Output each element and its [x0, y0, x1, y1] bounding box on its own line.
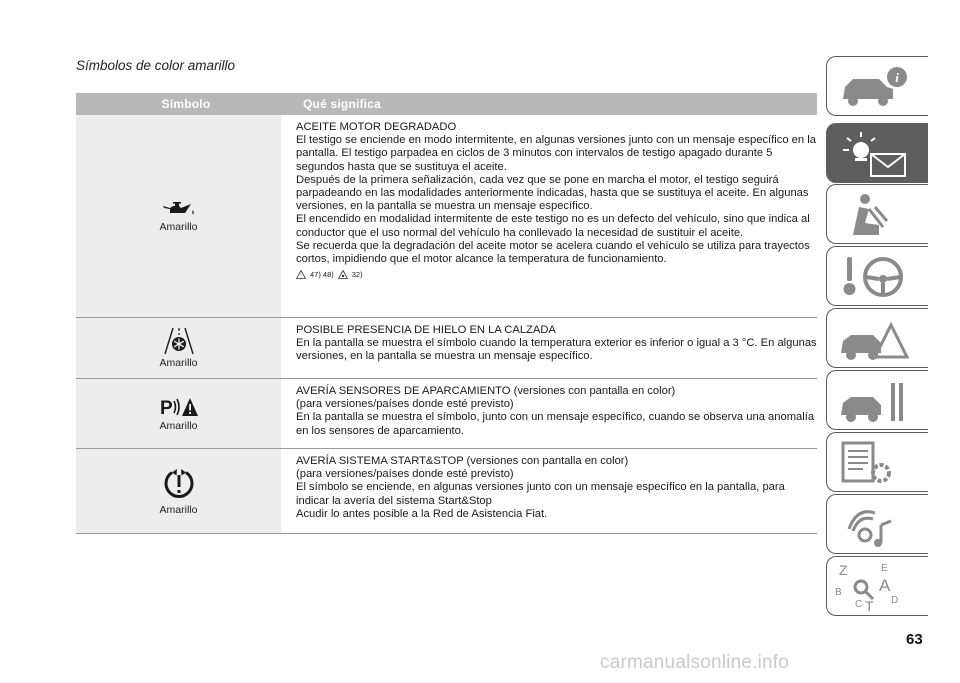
tab-specifications[interactable]	[826, 432, 928, 492]
row-paragraph: El símbolo se enciende, en algunas versiones junto con un mensaje específico en la pantalla, para indicar la avería del sistema Start&Stop	[296, 481, 785, 507]
svg-text:P: P	[159, 397, 173, 418]
car-info-icon	[835, 61, 921, 113]
table-row	[76, 449, 817, 534]
symbol-cell	[76, 449, 281, 533]
row-paragraph: El encendido en modalidad intermitente de este testigo no es un defecto del vehículo, sino que indica al conductor que el uso normal del vehículo ha conllevado la necesidad de sustituir el aceite.	[296, 213, 810, 239]
car-maintenance-icon	[835, 375, 921, 427]
note-refs: 32)	[351, 270, 363, 280]
row-heading: AVERÍA SISTEMA START&STOP (versiones con pantalla en color)	[296, 455, 629, 467]
tab-emergency[interactable]	[826, 308, 928, 368]
index-letter: Z	[839, 562, 848, 578]
row-paragraph: En la pantalla se muestra el símbolo cuando la temperatura exterior es inferior o igual a 3 °C. En algunas versiones, en la pantalla se muestra un mensaje específico.	[296, 337, 817, 363]
color-label: Amarillo	[159, 357, 198, 369]
index-letter: A	[879, 576, 891, 595]
alphabetical-index-icon	[835, 561, 921, 613]
meaning-cell	[296, 449, 817, 533]
page-number: 63	[906, 631, 923, 648]
start-stop-failure-icon	[161, 466, 197, 502]
row-paragraph: (para versiones/países donde esté previsto)	[296, 398, 514, 411]
table-row	[76, 379, 817, 449]
header-symbol: Símbolo	[161, 97, 211, 111]
svg-text:!: !	[300, 273, 302, 280]
symbols-table	[76, 93, 817, 534]
car-accident-icon	[835, 313, 921, 365]
tab-starting-driving[interactable]	[826, 246, 928, 306]
index-letter: C	[855, 599, 863, 610]
warning-light-message-icon	[835, 128, 921, 180]
warning-refs: 47) 48)	[310, 270, 334, 280]
index-letter: E	[881, 563, 888, 574]
tab-car-info[interactable]	[826, 56, 928, 116]
symbol-cell	[76, 115, 281, 317]
oil-can-icon	[161, 199, 197, 219]
watermark: carmanualsonline.info	[600, 652, 790, 673]
color-label: Amarillo	[159, 419, 198, 432]
row-paragraph: Después de la primera señalización, cada vez que se pone en marcha el motor, el testigo seguirá parpadeando en las modalidades anteriormente indicadas, hasta que se sustituya el aceite. En algunas versiones, en la pantalla se muestra un mensaje específico.	[296, 173, 809, 213]
specs-gear-icon	[835, 437, 921, 489]
row-paragraph: Acudir lo antes posible a la Red de Asistencia Fiat.	[296, 507, 548, 520]
color-label: Amarillo	[159, 504, 198, 516]
row-heading: POSIBLE PRESENCIA DE HIELO EN LA CALZADA	[296, 324, 556, 336]
references	[296, 268, 817, 281]
table-row	[76, 318, 817, 379]
row-paragraph: El testigo se enciende en modo intermitente, en algunas versiones junto con un mensaje específico en la pantalla. El testigo parpadea en ciclos de 3 minutos con intervalos de testigo apagado durante 5 segundos hasta que se sustituya el aceite.	[296, 134, 816, 173]
tab-index[interactable]	[826, 556, 928, 616]
tab-multimedia[interactable]	[826, 494, 928, 554]
row-heading: AVERÍA SENSORES DE APARCAMIENTO (versiones con pantalla en color)	[296, 385, 676, 397]
meaning-cell	[296, 318, 817, 378]
header-meaning: Qué significa	[303, 97, 381, 111]
note-triangle-icon	[338, 270, 348, 279]
index-letter: B	[835, 587, 842, 598]
section-title: Símbolos de color amarillo	[76, 58, 236, 73]
symbol-cell	[76, 379, 281, 448]
multimedia-icon	[835, 499, 921, 551]
steering-wheel-key-icon	[835, 251, 921, 303]
color-label: Amarillo	[159, 221, 198, 233]
row-heading: ACEITE MOTOR DEGRADADO	[296, 121, 457, 133]
table-row	[76, 115, 817, 318]
meaning-cell	[296, 115, 817, 317]
row-paragraph: Se recuerda que la degradación del aceite motor se acelera cuando el vehículo se utiliza para trayectos cortos, impidiendo que el motor alcance la temperatura de funcionamiento.	[296, 239, 810, 266]
tab-safety[interactable]	[826, 184, 928, 244]
seat-airbag-icon	[835, 189, 921, 241]
parking-sensor-failure-icon	[159, 396, 199, 418]
svg-text:i: i	[895, 70, 899, 85]
row-paragraph: (para versiones/países donde esté previsto)	[296, 468, 514, 481]
index-letter: D	[891, 595, 899, 606]
table-header	[76, 93, 817, 115]
row-paragraph: En la pantalla se muestra el símbolo, junto con un mensaje específico, cuando se observa una anomalía en los sensores de aparcamiento.	[296, 411, 815, 437]
index-letter: T	[865, 598, 874, 613]
warning-triangle-icon	[296, 270, 306, 279]
symbol-cell	[76, 318, 281, 378]
road-ice-icon	[164, 327, 194, 355]
tab-maintenance[interactable]	[826, 370, 928, 430]
tab-warning-lights[interactable]	[826, 123, 928, 183]
meaning-cell	[296, 379, 817, 448]
